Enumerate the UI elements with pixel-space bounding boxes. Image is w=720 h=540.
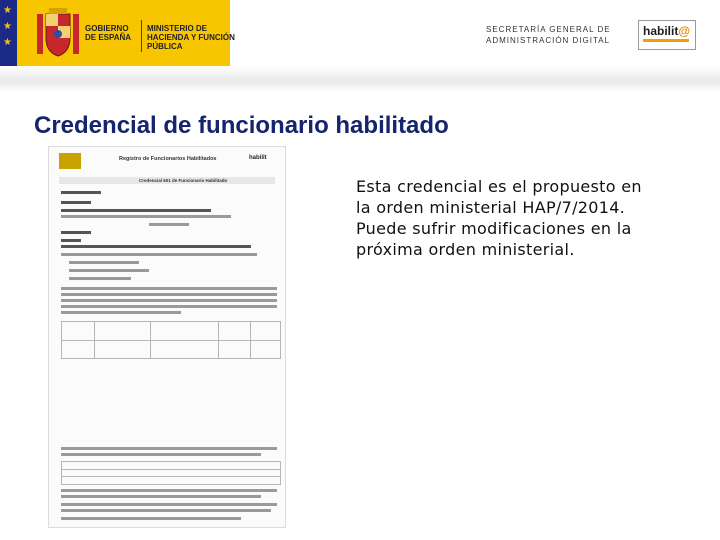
star-icon: ★ [3, 21, 12, 32]
logo-underline [643, 39, 689, 42]
doc-header-title: Registro de Funcionarios Habilitados [119, 156, 217, 162]
doc-line [61, 287, 277, 290]
doc-line [61, 489, 277, 492]
secretaria-text: SECRETARÍA GENERAL DE ADMINISTRACIÓN DIGITAL [486, 25, 611, 45]
government-text: GOBIERNO DE ESPAÑA [85, 24, 132, 42]
doc-line [61, 311, 181, 314]
flag-stripe [0, 0, 17, 68]
description-text: Esta credencial es el propuesto en la orden ministerial HAP/7/2014. Puede sufrir modificaciones en la próxima orden ministerial. [356, 177, 642, 259]
star-icon: ★ [3, 37, 12, 48]
doc-table [61, 321, 281, 359]
doc-line [69, 277, 131, 280]
logo-word: habilit@ [643, 24, 691, 38]
doc-line [61, 253, 257, 256]
coat-of-arms-icon [35, 8, 81, 60]
government-logo [17, 0, 235, 68]
ministry-text: MINISTERIO DE HACIENDA Y FUNCIÓN PÚBLICA [147, 24, 235, 51]
doc-line [61, 293, 277, 296]
doc-line [69, 269, 149, 272]
doc-line [61, 299, 277, 302]
doc-line [61, 245, 251, 248]
doc-line [61, 191, 101, 194]
doc-line [61, 447, 277, 450]
doc-line [61, 453, 261, 456]
doc-line [149, 223, 189, 226]
credential-document-image [48, 146, 286, 528]
doc-signature-table [61, 461, 281, 485]
doc-line [61, 215, 231, 218]
doc-line [61, 495, 261, 498]
doc-line [61, 201, 91, 204]
doc-logo: habilit [249, 155, 267, 161]
star-icon: ★ [3, 5, 12, 16]
doc-line [61, 239, 81, 242]
doc-line [61, 503, 277, 506]
habilita-logo [638, 20, 696, 50]
doc-line [61, 517, 241, 520]
page-title: Credencial de funcionario habilitado [34, 112, 449, 140]
doc-line [61, 209, 211, 212]
doc-line [69, 261, 139, 264]
doc-band-title: Credencial 601 de Funcionario Habilitado [139, 178, 228, 183]
doc-line [61, 231, 91, 234]
doc-government-logo [59, 153, 81, 169]
divider [141, 20, 142, 52]
header-shadow [0, 66, 720, 92]
header-bar [0, 0, 720, 72]
doc-line [61, 509, 271, 512]
doc-line [61, 305, 277, 308]
